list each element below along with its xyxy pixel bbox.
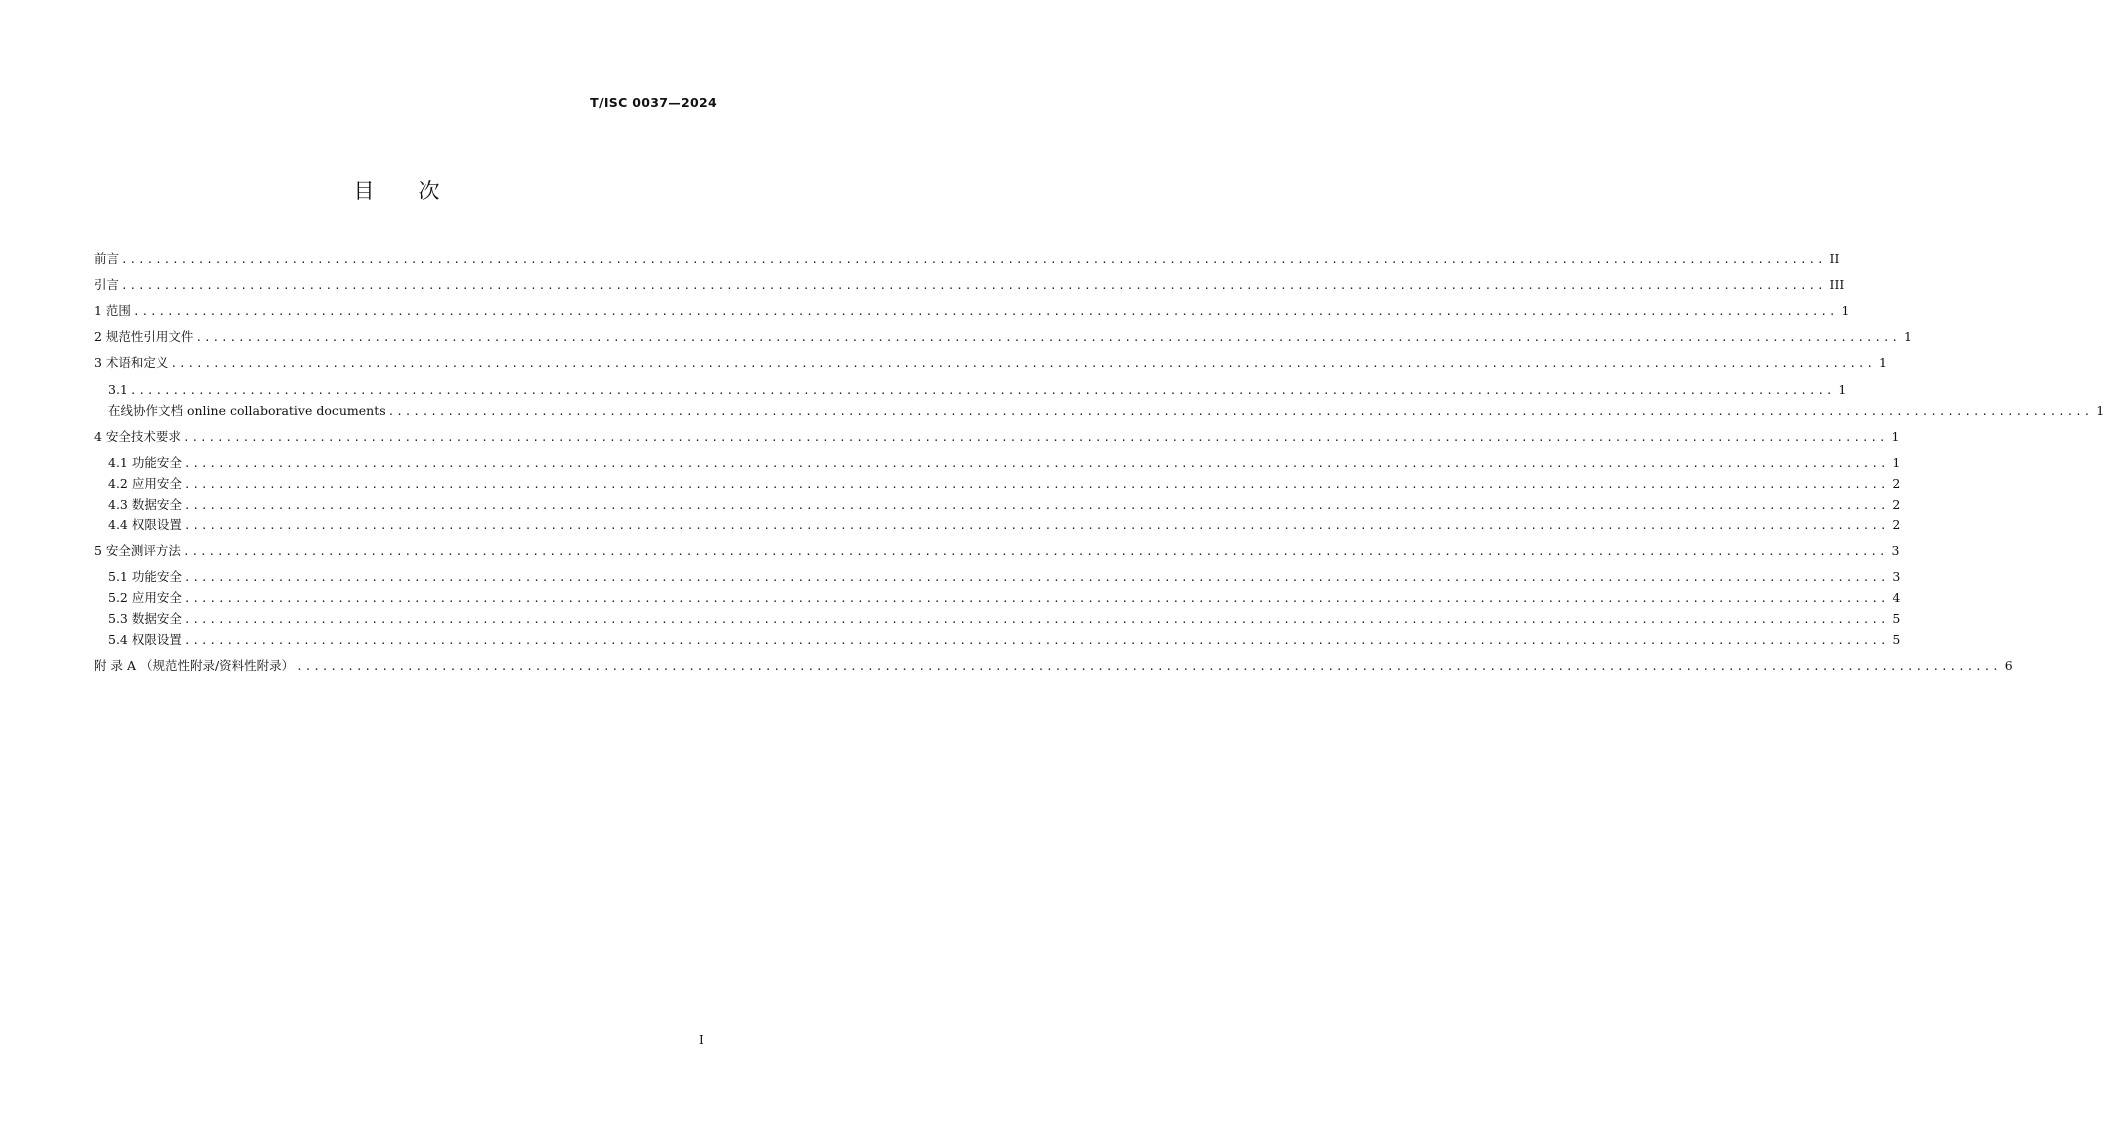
toc-entry[interactable] (108, 454, 1901, 472)
toc-entry[interactable] (108, 496, 1901, 514)
toc-entry-page: 1 (1838, 382, 1847, 397)
toc-entry[interactable] (108, 610, 1901, 628)
toc-entry-label: 在线协作文档 online collaborative documents (108, 403, 386, 418)
toc-leader-dots: ........................................................................................................................................................................................................ (182, 545, 1888, 558)
toc-entry[interactable] (94, 302, 1850, 320)
toc-entry-page: 1 (2096, 403, 2104, 418)
toc-leader-dots: ........................................................................................................................................................................................................ (183, 571, 1889, 584)
toc-entry[interactable] (94, 428, 1900, 446)
toc-entry-label: 4.4 权限设置 (108, 517, 182, 532)
toc-entry[interactable] (108, 402, 2104, 420)
title-char-2: 次 (418, 179, 440, 203)
toc-entry-page: III (1829, 277, 1845, 292)
toc-entry[interactable] (108, 516, 1901, 534)
page-number: I (699, 1033, 704, 1047)
toc-entry-label: 4.2 应用安全 (108, 476, 182, 491)
toc-leader-dots: ........................................................................................................................................................................................................ (132, 305, 1838, 318)
toc-entry-label: 5.1 功能安全 (108, 569, 182, 584)
toc-leader-dots: ........................................................................................................................................................................................................ (183, 478, 1889, 491)
toc-entry[interactable] (94, 328, 1912, 346)
toc-entry-page: II (1829, 251, 1840, 266)
toc-entry-page: 2 (1892, 476, 1901, 491)
toc-leader-dots: ........................................................................................................................................................................................................ (296, 660, 2001, 673)
toc-leader-dots: ........................................................................................................................................................................................................ (170, 357, 1875, 370)
toc-entry[interactable] (94, 542, 1900, 560)
toc-leader-dots: ........................................................................................................................................................................................................ (121, 279, 1826, 292)
standard-code: T/ISC 0037—2024 (590, 95, 717, 110)
toc-leader-dots: ........................................................................................................................................................................................................ (183, 499, 1889, 512)
toc-leader-dots: ........................................................................................................................................................................................................ (183, 519, 1889, 532)
toc-entry-page: 4 (1892, 590, 1901, 605)
toc-entry[interactable] (108, 568, 1901, 586)
toc-entry[interactable] (108, 631, 1901, 649)
toc-entry[interactable] (108, 381, 1847, 399)
toc-leader-dots: ........................................................................................................................................................................................................ (129, 384, 1835, 397)
toc-entry-page: 1 (1891, 429, 1900, 444)
toc-entry-label: 前言 (94, 251, 120, 266)
toc-entry-page: 1 (1892, 455, 1901, 470)
toc-entry-page: 6 (2004, 658, 2013, 673)
toc-entry[interactable] (94, 276, 1845, 294)
toc-entry-label: 5.3 数据安全 (108, 611, 182, 626)
toc-entry-label: 5.2 应用安全 (108, 590, 182, 605)
toc-entry-label: 5 安全测评方法 (94, 543, 181, 558)
toc-entry-page: 3 (1891, 543, 1900, 558)
toc-entry-label: 3.1 (108, 382, 128, 397)
toc-entry-label: 5.4 权限设置 (108, 632, 182, 647)
toc-leader-dots: ........................................................................................................................................................................................................ (183, 592, 1889, 605)
toc-entry-page: 5 (1892, 611, 1901, 626)
toc-entry[interactable] (94, 250, 1840, 268)
toc-entry-label: 附 录 A （规范性附录/资料性附录） (94, 658, 295, 673)
toc-entry-label: 引言 (94, 277, 120, 292)
toc-leader-dots: ........................................................................................................................................................................................................ (183, 634, 1889, 647)
toc-entry-label: 4.1 功能安全 (108, 455, 182, 470)
toc-entry-page: 1 (1903, 329, 1912, 344)
toc-entry-label: 2 规范性引用文件 (94, 329, 194, 344)
toc-entry[interactable] (94, 354, 1887, 372)
toc-leader-dots: ........................................................................................................................................................................................................ (182, 431, 1888, 444)
toc-entry-page: 2 (1892, 517, 1901, 532)
toc-leader-dots: ........................................................................................................................................................................................................ (121, 253, 1826, 266)
toc-entry-page: 5 (1892, 632, 1901, 647)
toc-leader-dots: ........................................................................................................................................................................................................ (183, 457, 1889, 470)
toc-leader-dots: ........................................................................................................................................................................................................ (387, 405, 2093, 418)
toc-entry[interactable] (94, 657, 2013, 675)
toc-entry[interactable] (108, 589, 1901, 607)
toc-entry-page: 1 (1878, 355, 1887, 370)
toc-entry-page: 3 (1892, 569, 1901, 584)
toc-entry-label: 4.3 数据安全 (108, 497, 182, 512)
toc-entry-page: 2 (1892, 497, 1901, 512)
toc-entry[interactable] (108, 475, 1901, 493)
title-char-1: 目 (353, 179, 375, 203)
toc-entry-page: 1 (1841, 303, 1850, 318)
toc-leader-dots: ........................................................................................................................................................................................................ (183, 613, 1889, 626)
page-title (0, 175, 793, 205)
toc-entry-label: 3 术语和定义 (94, 355, 169, 370)
toc-leader-dots: ........................................................................................................................................................................................................ (195, 331, 1900, 344)
toc-entry-label: 4 安全技术要求 (94, 429, 181, 444)
toc-entry-label: 1 范围 (94, 303, 131, 318)
